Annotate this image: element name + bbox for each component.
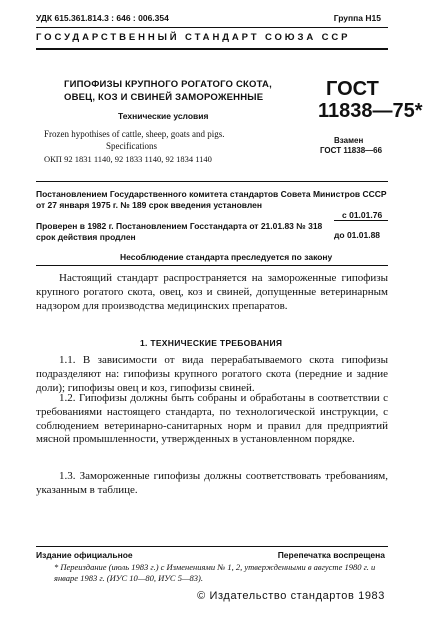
replaces-value: ГОСТ 11838—66 (320, 146, 383, 155)
official-edition: Издание официальное (36, 550, 133, 560)
divider-footer (36, 546, 388, 547)
clause-1-1: 1.1. В зависимости от вида перерабатываемого скота гипофизы подразделяют на: гипофизы крупного рогатого скота (передние и задние доли); гипофизы овец и коз, гипофизы свиней. (36, 354, 388, 394)
divider-resolution (36, 265, 388, 266)
extension-date: до 01.01.88 (334, 230, 381, 240)
gost-label: ГОСТ (326, 78, 379, 100)
replaces-label: Взамен (334, 136, 364, 145)
clause-1-3: 1.3. Замороженные гипофизы должны соответствовать требованиям, указанным в таблице. (36, 470, 388, 496)
replaces-block (320, 136, 382, 156)
reissue-note: * Переиздание (июль 1983 г.) с Изменениями № 1, 2, утвержденными в августе 1980 г. и январе 1983 г. (ИУС 10—80, ИУС 5—83). (54, 562, 376, 583)
state-standard-heading: ГОСУДАРСТВЕННЫЙ СТАНДАРТ СОЮЗА ССР (36, 32, 351, 43)
date1-underline (334, 220, 388, 221)
resolution-introduction: Постановлением Государственного комитета стандартов Совета Министров СССР от 27 января 1975 г. № 189 срок введения установлен (36, 189, 387, 210)
introduction-date: с 01.01.76 (342, 210, 383, 220)
english-title-line-2: Specifications (106, 141, 157, 151)
header-rule-top (36, 27, 388, 28)
divider-title (36, 181, 388, 182)
section-heading: 1. ТЕХНИЧЕСКИЕ ТРЕБОВАНИЯ (140, 338, 283, 348)
intro-paragraph: Настоящий стандарт распространяется на замороженные гипофизы крупного рогатого скота, овец, коз и свиней, допущенные ветеринарным надзором для производства медицинских препаратов. (36, 272, 388, 312)
title-line-1: ГИПОФИЗЫ КРУПНОГО РОГАТОГО СКОТА, (64, 79, 272, 90)
resolution-extension: Проверен в 1982 г. Постановлением Госстандарта от 21.01.83 № 318 срок действия продлен (36, 221, 323, 242)
title-line-2: ОВЕЦ, КОЗ И СВИНЕЙ ЗАМОРОЖЕННЫЕ (64, 92, 264, 103)
english-title (44, 128, 299, 152)
violation-notice: Несоблюдение стандарта преследуется по закону (120, 252, 333, 262)
okp-codes: ОКП 92 1831 1140, 92 1833 1140, 92 1834 1140 (44, 154, 212, 164)
udk-code: УДК 615.361.814.3 : 646 : 006.354 (36, 13, 169, 23)
gost-code: 11838—75* (318, 100, 423, 122)
clause-1-2: 1.2. Гипофизы должны быть собраны и обработаны в соответствии с требованиями настоящего стандарта, по технологической инструкции, с соблюдением ветеринарно-санитарных норм и правил для предприятий мясной промышленности, утвержденных в установленном порядке. (36, 392, 388, 446)
gost-number (318, 78, 423, 122)
technical-conditions: Технические условия (118, 111, 209, 121)
reprint-prohibited: Перепечатка воспрещена (277, 550, 385, 560)
publisher-copyright: © Издательство стандартов 1983 (197, 590, 385, 602)
english-title-line-1: Frozen hypothises of cattle, sheep, goats and pigs. (44, 129, 225, 139)
header-rule-bottom (36, 48, 388, 50)
standard-title (64, 78, 294, 104)
group-code: Группа Н15 (333, 13, 381, 23)
